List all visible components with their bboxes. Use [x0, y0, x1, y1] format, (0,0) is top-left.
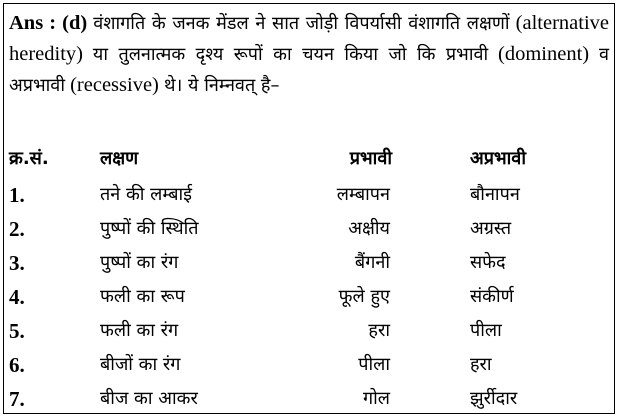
table-row	[0, 383, 622, 415]
answer-label: Ans : (d)	[9, 12, 88, 34]
row-dominant: फूले हुए	[338, 286, 390, 307]
header-serial: क्र.सं.	[9, 148, 49, 169]
row-characteristic: तने की लम्बाई	[100, 184, 193, 205]
row-recessive: झुर्रीदार	[470, 388, 518, 409]
row-number: 3.	[9, 251, 25, 275]
row-dominant: गोल	[363, 388, 390, 409]
header-recessive: अप्रभावी	[470, 148, 526, 169]
intro-text-4: थे। ये निम्नवत् है–	[164, 75, 280, 96]
row-dominant: लम्बापन	[336, 184, 390, 205]
row-recessive: अग्रस्त	[470, 218, 512, 239]
row-characteristic: फली का रूप	[100, 286, 185, 307]
row-number: 2.	[9, 217, 25, 241]
table-row	[0, 247, 622, 279]
row-characteristic: बीजों का रंग	[100, 354, 181, 375]
row-characteristic: पुष्पों की स्थिति	[100, 218, 199, 239]
row-number: 6.	[9, 353, 25, 377]
table-row	[0, 179, 622, 211]
table-row	[0, 315, 622, 347]
row-characteristic: बीज का आकर	[100, 388, 198, 409]
intro-term-dominant: (dominent)	[498, 43, 590, 65]
row-characteristic: फली का रंग	[100, 320, 179, 341]
header-characteristic: लक्षण	[100, 148, 139, 169]
row-number: 1.	[9, 183, 25, 207]
row-recessive: संकीर्ण	[470, 286, 514, 307]
table-header-row	[0, 143, 622, 175]
row-recessive: हरा	[470, 354, 492, 375]
intro-text-1: वंशागति के जनक मेंडल ने सात जोड़ी विपर्यासी वंशागति लक्षणों	[93, 13, 510, 34]
answer-paragraph	[9, 8, 609, 101]
table-row	[0, 213, 622, 245]
table-row	[0, 281, 622, 313]
row-number: 5.	[9, 319, 25, 343]
row-recessive: पीला	[470, 320, 502, 341]
row-dominant: बैंगनी	[354, 252, 390, 273]
row-dominant: हरा	[368, 320, 390, 341]
intro-term-alternative: (alternative heredity)	[9, 12, 609, 65]
row-dominant: अक्षीय	[348, 218, 390, 239]
header-dominant: प्रभावी	[349, 148, 392, 169]
row-number: 7.	[9, 387, 25, 411]
table-row	[0, 349, 622, 381]
intro-term-recessive: (recessive)	[70, 74, 159, 96]
row-dominant: पीला	[358, 354, 390, 375]
row-recessive: सफेद	[470, 252, 506, 273]
row-characteristic: पुष्पों का रंग	[100, 252, 179, 273]
row-recessive: बौनापन	[470, 184, 520, 205]
intro-text-3: व अप्रभावी	[9, 44, 610, 96]
intro-text-2: या तुलनात्मक दृश्य रूपों का चयन किया जो कि प्रभावी	[92, 44, 489, 65]
row-number: 4.	[9, 285, 25, 309]
